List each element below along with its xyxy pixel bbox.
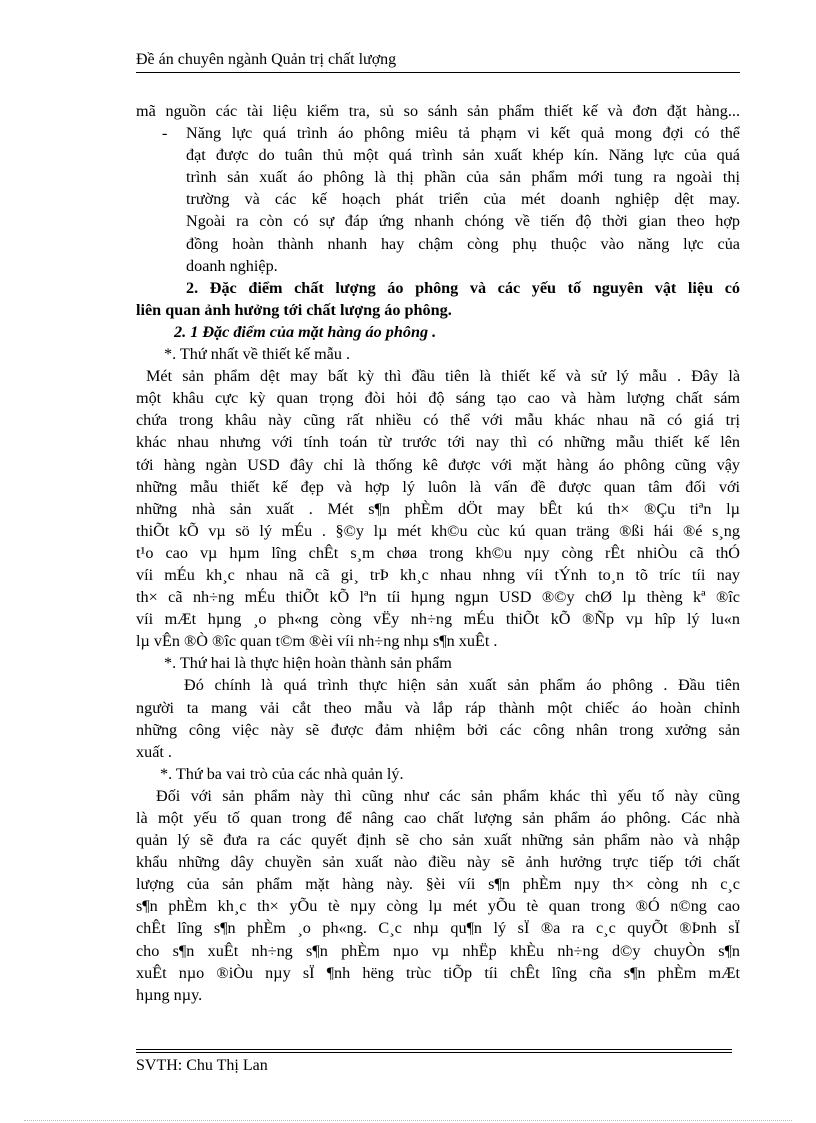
body-line: th× cã nh÷ng mÉu thiÕt kÕ lªn tíi hµng ngµn USD ®©y chØ lµ thèng kª ®îc: [136, 588, 740, 607]
body-line: víi mÆt hµng ¸o ph«ng còng vËy nh÷ng mÉu thiÕt kÕ ®Ñp vµ hîp lý lu«n: [136, 610, 740, 629]
page-header-title: Đề án chuyên ngành Quản trị chất lượng: [136, 51, 397, 68]
body-line: những công việc này sẽ được đảm nhiệm bởi các công nhân trong xưởng sản: [136, 720, 740, 739]
body-line: quản lý sẽ đưa ra các quyết định sẽ cho sản xuất những sản phẩm nào và nhập: [136, 831, 740, 850]
body-line: những nhà sản xuất . Mét s¶n phÈm dÖt may bÊt kú th× ®Çu tiªn lµ: [136, 499, 740, 518]
body-line: người ta mang vải cắt theo mẫu và lắp ráp thành một chiếc áo hoàn chỉnh: [136, 698, 740, 717]
body-line: lượng của sản phẩm mặt hàng này. §èi víi s¶n phÈm nµy th× còng nh c¸c: [136, 875, 740, 894]
body-line: xuất .: [136, 742, 172, 761]
body-line: s¶n phÈm kh¸c th× yÕu tè nµy còng lµ mét yÕu tè quan trong ®Ó n©ng cao: [136, 897, 740, 916]
body-line: Năng lực quá trình áo phông miêu tả phạm vi kết quả mong đợi có thể: [186, 124, 740, 143]
body-line: hµng nµy.: [136, 985, 203, 1004]
body-line: xuÊt nµo ®iÒu nµy sÏ ¶nh hëng trùc tiÕp tíi chÊt lîng cña s¶n phÈm mÆt: [136, 963, 740, 982]
subsection-heading: 2. 1 Đặc điểm của mặt hàng áo phông .: [174, 322, 437, 341]
section-heading-cont: liên quan ảnh hưởng tới chất lượng áo phông.: [136, 300, 452, 319]
bullet-paragraph: [136, 122, 740, 277]
body-line: thiÕt kÕ vµ sö lý mÉu . §©y lµ mét kh©u cùc kú quan träng ®ßi hái ®é s¸ng: [136, 521, 740, 540]
body-line: một khâu cực kỳ quan trọng đòi hỏi độ sáng tạo cao và hàm lượng chất sám: [136, 389, 740, 408]
body-line: là một yếu tố quan trong để nâng cao chất lượng sản phẩm áo phông. Các nhà: [136, 809, 740, 827]
body-line: chÊt lîng s¶n phÈm ¸o ph«ng. C¸c nhµ qu¶n lý sÏ ®a ra c¸c quyÕt ®Þnh sÏ: [136, 919, 740, 938]
body-line: Mét sản phẩm dệt may bất kỳ thì đầu tiên là thiết kế và sử lý mẫu . Đây là: [146, 367, 740, 386]
body-line: lµ vÊn ®Ò ®îc quan t©m ®èi víi nh÷ng nhµ s¶n xuÊt .: [136, 632, 498, 651]
body-line: trình sản xuất áo phông là thị phần của sản phẩm mới tung ra ngoài thị: [186, 168, 740, 187]
body-line: những mẫu thiết kế đẹp và hợp lý luôn là vấn đề được quan tâm đối với: [136, 477, 740, 496]
body-line: tới hàng ngàn USD đây chỉ là thống kê được với mặt hàng áo phông cũng vậy: [136, 455, 740, 474]
body-line: đồng hoàn thành nhanh hay chậm còng phụ thuộc vào năng lực của: [186, 234, 740, 253]
body-line: víi mÉu kh¸c nhau nã cã gi¸ trÞ kh¸c nhau nhng víi tÝnh to¸n tõ tríc tíi nay: [136, 565, 740, 584]
body-line: cho s¶n xuÊt nh÷ng s¶n phÈm nµo vµ nhËp khÈu nh÷ng d©y chuyÒn s¶n: [136, 941, 740, 960]
page-bottom-dotted-line: [24, 1120, 792, 1121]
body-line: đạt được do tuân thủ một quá trình sản xuất khép kín. Năng lực của quá: [186, 146, 740, 165]
body-line: trường và các kế hoạch phát triển của mét doanh nghiệp dệt may.: [186, 190, 740, 209]
footer-rule-top: [136, 1049, 732, 1050]
body-line: t¹o cao vµ hµm lîng chÊt s¸m chøa trong kh©u nµy còng rÊt nhiÒu cã thÓ: [136, 543, 740, 562]
header-rule: [136, 72, 740, 73]
footer-rule-bottom: [136, 1052, 732, 1053]
body-line: khẩu những dây chuyền sản xuất nào điều này sẽ ảnh hưởng trực tiếp tới chất: [136, 853, 740, 872]
body-line: doanh nghiệp.: [186, 256, 278, 275]
section-heading: 2. Đặc điểm chất lượng áo phông và các yếu tố nguyên vật liệu có: [186, 278, 740, 297]
body-line: Ngoài ra còn có sự đáp ứng nhanh chóng về tiến độ thời gian theo hợp: [186, 212, 740, 231]
subpoint-heading: *. Thứ nhất về thiết kế mẫu .: [164, 345, 351, 364]
body-line: khác nhau nhưng với tính toán từ trước tới nay thì có những mẫu thiết kế lên: [136, 433, 740, 452]
body-line: mã nguồn các tài liệu kiểm tra, sủ so sánh sản phẩm thiết kế và đơn đặt hàng...: [136, 102, 740, 120]
document-body: [136, 100, 740, 1006]
footer-author: SVTH: Chu Thị Lan: [136, 1057, 268, 1074]
body-line: chứa trong khâu này cũng rất nhiều có thể với mẫu khác nhau nã có giá trị: [136, 411, 740, 430]
body-line: Đó chính là quá trình thực hiện sản xuất sản phẩm áo phông . Đầu tiên: [184, 676, 740, 695]
body-line: Đối với sản phẩm này thì cũng như các sản phẩm khác thì yếu tố này cũng: [156, 786, 740, 805]
subpoint-heading: *. Thứ ba vai trò của các nhà quản lý.: [160, 764, 404, 783]
bullet-marker: -: [162, 124, 168, 143]
subpoint-heading: *. Thứ hai là thực hiện hoàn thành sản phẩm: [164, 654, 452, 673]
